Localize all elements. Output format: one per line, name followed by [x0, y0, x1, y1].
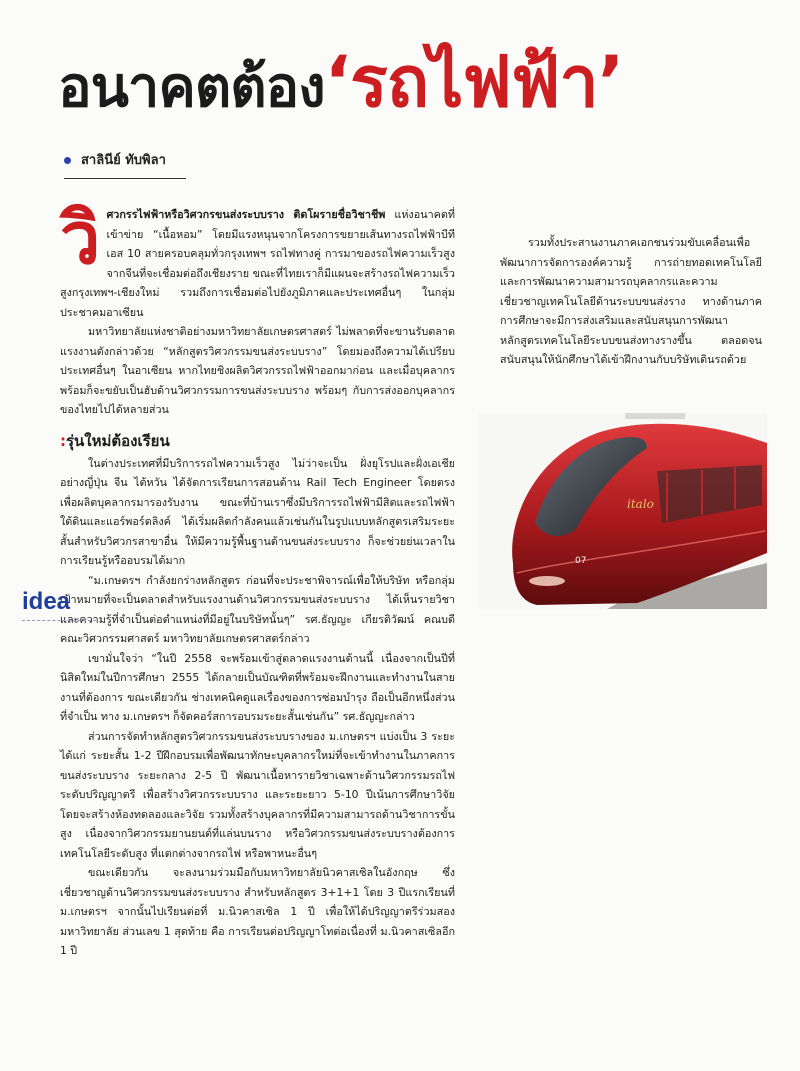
paragraph-4: “ม.เกษตรฯ กำลังยกร่างหลักสูตร ก่อนที่จะประชาพิจารณ์เพื่อให้บริษัท หรือกลุ่มเป้าหมายที่จะเป็นตลาดสำหรับแรงงานด้านวิศวกรรมขนส่งระบบราง ได้เห็นรายวิชาและความรู้ที่จำเป็นต่อตำแหน่งที่มีอยู่ในบริษัทนั้นๆ” รศ.ธัญญะ เกียรติวัฒน์ คณบดีคณะวิศวกรรมศาสตร์ มหาวิทยาลัยเกษตรศาสตร์กล่าว — [60, 573, 455, 645]
bullet-dot-icon — [64, 157, 71, 164]
right-column — [500, 233, 762, 370]
paragraph-2: มหาวิทยาลัยแห่งชาติอย่างมหาวิทยาลัยเกษตรศาสตร์ ไม่พลาดที่จะขานรับตลาดแรงงานดังกล่าวด้วย “หลักสูตรวิศวกรรมขนส่งระบบราง” โดยมองถึงความได้เปรียบประเทศอื่นๆ ในอาเซียน หากไทยชิงผลิตวิศวกรรถไฟฟ้าออกมาก่อน และเมื่อบุคลากรพร้อมก็จะขยับเป็นฮับด้านวิศวกรรมการขนส่งระบบราง พร้อมๆ กับการส่งออกบุคลากรของไทยไปได้หลายส่วน — [60, 325, 455, 416]
paragraph-6: ส่วนการจัดทำหลักสูตรวิศวกรรมขนส่งระบบรางของ ม.เกษตรฯ แบ่งเป็น 3 ระยะ ได้แก่ ระยะสั้น 1-2 ปีฝึกอบรมเพื่อพัฒนาทักษะบุคลากรใหม่ที่จะเข้าทำงานในภาคการขนส่งระบบราง ระยะกลาง 2-5 ปี พัฒนาเนื้อหารายวิชาเฉพาะด้านวิศวกรรมรถไฟระดับปริญญาตรี เพื่อสร้างวิศวกรระบบราง และระยะยาว 5-10 ปีเน้นการศึกษาวิจัย โดยจะสร้างห้องทดลองและวิจัย รวมทั้งสร้างบุคลากรที่มีความสามารถด้านวิชาการขั้นสูง เนื่องจากวิศวกรรมยานยนต์ที่แล่นบนราง หรือวิศวกรรมขนส่งระบบรางต้องการเทคโนโลยีระดับสูง ที่แตกต่างจากรถไฟ หรือพาหนะอื่นๆ — [60, 729, 455, 860]
paragraph-3: ในต่างประเทศที่มีบริการรถไฟความเร็วสูง ไม่ว่าจะเป็น ฝั่งยุโรปและฝั่งเอเชียอย่างญี่ปุ่น จีน ไต้หวัน ได้จัดการเรียนการสอนด้าน Rail Tech Engineer โดยตรง เพื่อผลิตบุคลากรมารองรับงาน ขณะที่บ้านเราซึ่งมีบริการรถไฟฟ้ามีสิตและรถไฟฟ้าใต้ดินและแอร์พอร์ตลิงค์ ได้เริ่มผลิตกำลังคนแล้วเช่นกันในรูปแบบหลักสูตรเสริมระยะสั้นสำหรับวิศวกรสาขาอื่น ให้มีความรู้พื้นฐานด้านขนส่งระบบราง ก็จะช่วยย่นเวลาในการเรียนรู้หรืออบรมได้มาก — [60, 456, 455, 567]
byline — [64, 150, 166, 172]
left-column — [60, 195, 455, 961]
right-paragraph: รวมทั้งประสานงานภาคเอกชนร่วมขับเคลื่อนเพื่อพัฒนาการจัดการองค์ความรู้ การถ่ายทอดเทคโนโลยีและการพัฒนาความสามารถบุคลากรและความเชี่ยวชาญเทคโนโลยีด้านระบบขนส่งราง ทางด้านภาคการศึกษาจะมีการส่งเสริมและสนับสนุนการพัฒนาหลักสูตรเทคโนโลยีระบบขนส่งทางรางขึ้น ตลอดจนสนับสนุนให้นักศึกษาได้เข้าฝึกงานกับบริษัทเดินรถด้วย — [500, 236, 762, 366]
paragraph-7: ขณะเดียวกัน จะลงนามร่วมมือกับมหาวิทยาลัยนิวคาสเซิลในอังกฤษ ซึ่งเชี่ยวชาญด้านวิศวกรรมขนส่งระบบราง สำหรับหลักสูตร 3+1+1 โดย 3 ปีแรกเรียนที่ ม.เกษตรฯ จากนั้นไปเรียนต่อที่ ม.นิวคาสเซิล 1 ปี เพื่อให้ได้ปริญญาตรีร่วมสองมหาวิทยาลัย ส่วนเลข 1 สุดท้าย คือ การเรียนต่อปริญญาโทต่อเนื่องที่ ม.นิวคาสเซิลอีก 1 ปี — [60, 866, 455, 957]
car-number: 07 — [575, 556, 587, 566]
title-red: ‘รถไฟฟ้า’ — [324, 41, 624, 123]
italo-logo: italo — [627, 497, 654, 511]
heading-text: รุ่นใหม่ต้องเรียน — [66, 431, 170, 450]
author-name: สาลินีย์ ทับพิลา — [81, 153, 166, 168]
article-title — [58, 22, 788, 142]
paragraph-5: เขามั่นใจว่า “ในปี 2558 จะพร้อมเข้าสู่ตลาดแรงงานด้านนี้ เนื่องจากเป็นปีที่นิสิตใหม่ในปีการศึกษา 2555 ได้กลายเป็นบัณฑิตที่พร้อมจะฝึกงานและทำงานในสายงานที่ต้องการ ขณะเดียวกัน ช่างเทคนิคดูแลเรื่องของการซ่อมบำรุง ถือเป็นอีกหนึ่งส่วนที่จำเป็น ทาง ม.เกษตรฯ ก็จัดคอร์สการอบรมระยะสั้นเช่นกัน” รศ.ธัญญะกล่าว — [60, 651, 455, 723]
intro-paragraph — [60, 195, 455, 322]
dropcap: วิ — [60, 195, 101, 280]
byline-rule — [64, 178, 186, 179]
section-heading — [60, 430, 455, 452]
title-black: อนาคตต้อง — [58, 55, 325, 120]
intro-rest: แห่งอนาคตที่เข้าข่าย “เนื้อหอม” โดยมีแรงหนุนจากโครงการขยายเส้นทางรถไฟฟ้าบีทีเอส 10 สายครอบคลุมทั่วกรุงเทพฯ รถไฟทางคู่ การมาของรถไฟความเร็วสูงจากจีนที่จะเชื่อมต่อถึงเชียงราย ขณะที่ไทยเราก็มีแผนจะสร้างรถไฟความเร็วสูงกรุงเทพฯ-เชียงใหม่ รวมถึงการเชื่อมต่อไปยังภูมิภาคและประเทศอื่นๆ ในกลุ่มประชาคมอาเซียน — [60, 208, 455, 319]
intro-bold: ศวกรรไฟฟ้าหรือวิศวกรขนส่งระบบราง ติดโผรายชื่อวิชาชีพ — [106, 208, 386, 221]
train-photo — [477, 413, 767, 609]
idea-section-label: idea — [22, 588, 71, 615]
idea-underline — [22, 620, 96, 621]
heading-colon: : — [60, 431, 66, 450]
